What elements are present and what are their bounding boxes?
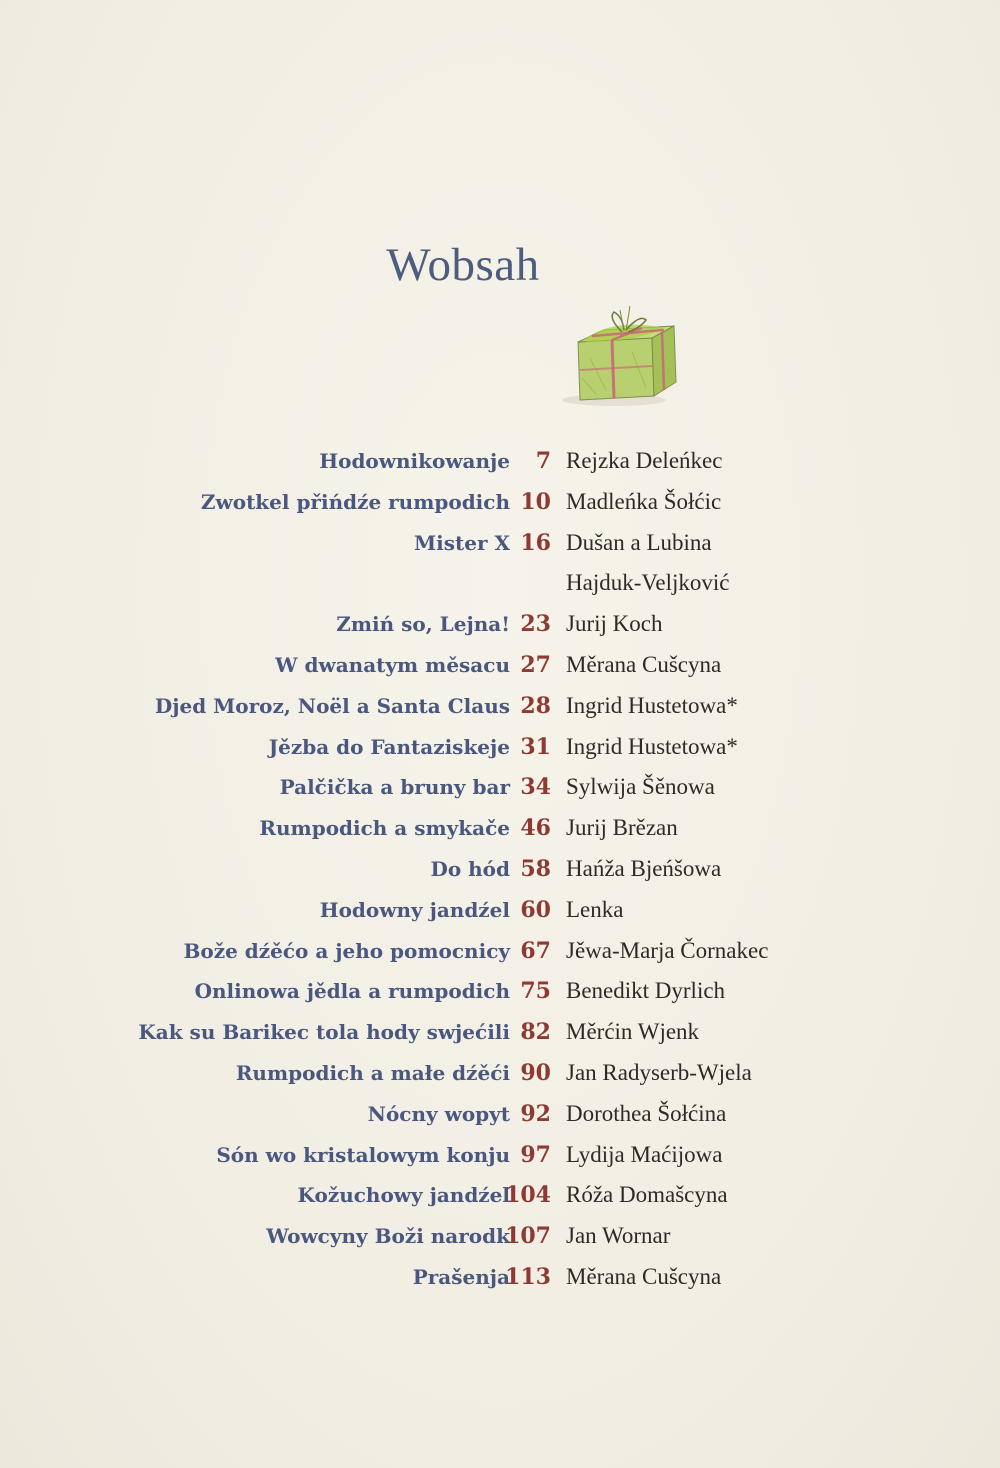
toc-entry: [0, 769, 1000, 810]
toc-entry: [0, 1055, 1000, 1096]
page-number: 58: [520, 855, 551, 882]
story-title: Rumpodich a smykače: [259, 816, 510, 841]
author-name: Jan Radyserb-Wjela: [566, 1059, 752, 1085]
toc-entry: [0, 851, 1000, 892]
author-name: Jurij Koch: [566, 611, 663, 637]
page-number: 92: [520, 1100, 551, 1127]
page-number: 75: [520, 978, 551, 1005]
author-name: Lenka: [566, 896, 624, 922]
story-title: Kožuchowy jandźel: [297, 1183, 510, 1208]
story-title: Prašenja: [412, 1264, 510, 1289]
author-name: Měrana Cušcyna: [566, 651, 722, 677]
story-title: Jězba do Fantaziskeje: [268, 734, 510, 759]
toc-entry: [0, 933, 1000, 974]
toc-entry: [0, 484, 1000, 525]
page-number: 107: [505, 1223, 551, 1250]
author-name: Jurij Brězan: [566, 815, 678, 841]
toc-entry: [0, 1177, 1000, 1218]
toc-entry: [0, 688, 1000, 729]
author-name: Ingrid Hustetowa*: [566, 692, 738, 718]
author-name: Jěwa-Marja Čornakec: [566, 937, 769, 963]
page-number: 46: [520, 815, 551, 842]
toc-entry: [0, 1218, 1000, 1259]
toc-entry: [0, 810, 1000, 851]
page-number: 34: [520, 774, 551, 801]
toc-entry: [0, 606, 1000, 647]
story-title: Kak su Barikec tola hody swjećili: [138, 1020, 510, 1045]
author-name: Dušan a Lubina: [566, 529, 712, 555]
toc-entry: [0, 1137, 1000, 1178]
story-title: Són wo kristalowym konju: [216, 1142, 510, 1167]
page-number: 23: [520, 611, 551, 638]
story-title: Rumpodich a małe dźěći: [235, 1060, 510, 1085]
author-name: Dorothea Šołćina: [566, 1100, 727, 1126]
author-name: Měrćin Wjenk: [566, 1019, 700, 1045]
author-name: Sylwija Šěnowa: [566, 774, 715, 800]
author-name: Měrana Cušcyna: [566, 1263, 722, 1289]
story-title: Hodownikowanje: [319, 449, 510, 473]
page-number: 31: [520, 733, 551, 760]
gift-box-illustration: [556, 298, 696, 414]
page-number: 27: [520, 651, 551, 678]
author-name: Ingrid Hustetowa*: [566, 733, 738, 759]
author-name: Róža Domašcyna: [566, 1182, 728, 1208]
page-number: 67: [520, 937, 551, 964]
page-number: 28: [520, 692, 551, 719]
page-title: Wobsah: [386, 239, 540, 291]
story-title: W dwanatym měsacu: [275, 652, 510, 677]
page-number: 10: [520, 488, 551, 515]
table-of-contents: [0, 443, 1000, 1300]
story-title: Wowcyny Boži narodk: [266, 1224, 510, 1249]
story-title: Nócny wopyt: [367, 1101, 510, 1126]
page-number: 97: [520, 1141, 551, 1168]
page-number: 113: [505, 1263, 551, 1290]
toc-entry-continuation: [0, 565, 1000, 606]
author-name: Lydija Maćijowa: [566, 1141, 723, 1167]
page-number: 7: [535, 448, 551, 474]
story-title: Onlinowa jědla a rumpodich: [194, 979, 510, 1004]
story-title: Bože dźěćo a jeho pomocnicy: [183, 938, 510, 963]
toc-entry: [0, 729, 1000, 770]
story-title: Palčička a bruny bar: [279, 775, 510, 800]
toc-entry: [0, 973, 1000, 1014]
story-title: Mister X: [414, 530, 510, 555]
page-number: 16: [520, 529, 551, 556]
page-number: 104: [505, 1182, 551, 1209]
toc-entry: [0, 892, 1000, 933]
toc-entry: [0, 1014, 1000, 1055]
author-name: Rejzka Deleńkec: [566, 448, 723, 473]
toc-entry: [0, 647, 1000, 688]
toc-entry: [0, 443, 1000, 484]
story-title: Zmiń so, Lejna!: [336, 612, 510, 637]
author-name: Jan Wornar: [566, 1223, 671, 1249]
story-title: Djed Moroz, Noël a Santa Claus: [154, 693, 510, 718]
story-title: Zwotkel přińdźe rumpodich: [200, 489, 510, 514]
author-name: Benedikt Dyrlich: [566, 978, 726, 1004]
toc-entry: [0, 1096, 1000, 1137]
story-title: Do hód: [430, 856, 510, 881]
author-name: Hajduk-Veljković: [566, 570, 730, 596]
toc-entry: [0, 525, 1000, 566]
author-name: Hańža Bjeńšowa: [566, 855, 722, 881]
page-number: 82: [520, 1019, 551, 1046]
page-number: 60: [520, 896, 551, 923]
story-title: Hodowny jandźel: [319, 897, 510, 922]
page-number: 90: [520, 1059, 551, 1086]
author-name: Madleńka Šołćic: [566, 488, 722, 514]
toc-entry: [0, 1259, 1000, 1300]
